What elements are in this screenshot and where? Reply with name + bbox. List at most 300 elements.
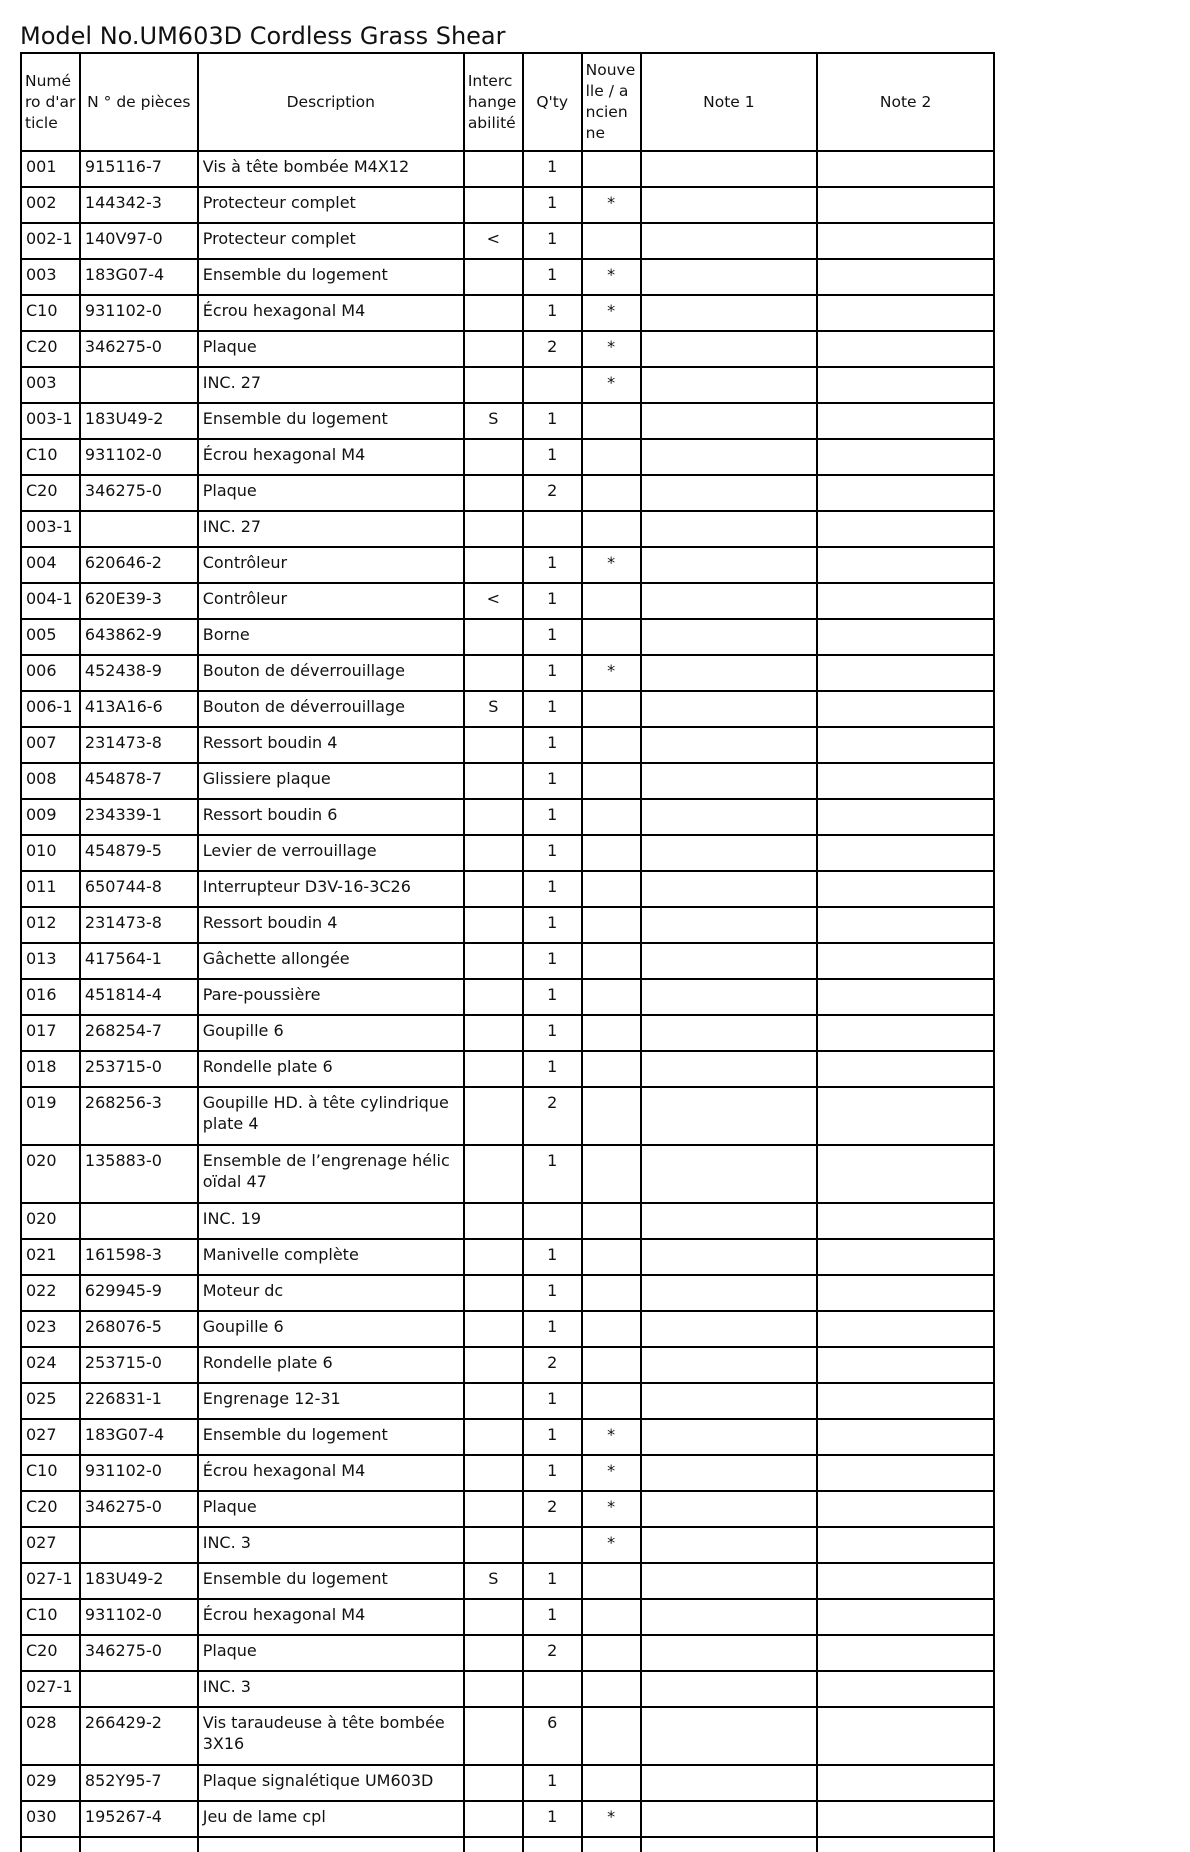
cell-part-no: 931102-0	[80, 295, 198, 331]
cell-description: Ensemble du logement	[198, 259, 464, 295]
cell-note-1	[641, 1347, 818, 1383]
header-new-old: Nouvelle / ancienne	[582, 53, 641, 151]
cell-qty: 1	[523, 583, 582, 619]
cell-part-no: 454879-5	[80, 835, 198, 871]
cell-note-1	[641, 1707, 818, 1765]
cell-part-no: 140V97-0	[80, 223, 198, 259]
cell-item-no: 019	[21, 1087, 80, 1145]
cell-interchangeability	[464, 1419, 523, 1455]
cell-interchangeability	[464, 1491, 523, 1527]
cell-note-1	[641, 187, 818, 223]
cell-qty: 6	[523, 1707, 582, 1765]
cell-note-1	[641, 835, 818, 871]
cell-qty: 1	[523, 1145, 582, 1203]
cell-item-no: 003-1	[21, 403, 80, 439]
cell-note-1	[641, 1239, 818, 1275]
cell-interchangeability	[464, 1239, 523, 1275]
cell-new-old: *	[582, 1491, 641, 1527]
cell-qty: 1	[523, 1051, 582, 1087]
cell-part-no: 620646-2	[80, 547, 198, 583]
cell-interchangeability	[464, 259, 523, 295]
cell-description: Vis taraudeuse à tête bombée 3X16	[198, 1707, 464, 1765]
cell-interchangeability	[464, 295, 523, 331]
cell-note-2	[817, 1491, 994, 1527]
cell-part-no: 234339-1	[80, 799, 198, 835]
cell-part-no: 931102-0	[80, 1455, 198, 1491]
cell-interchangeability: S	[464, 1563, 523, 1599]
cell-note-1	[641, 547, 818, 583]
cell-description: Jeu de lame cpl	[198, 1801, 464, 1837]
cell-part-no: 253715-0	[80, 1347, 198, 1383]
cell-new-old	[582, 511, 641, 547]
cell-new-old: *	[582, 367, 641, 403]
table-row	[21, 583, 994, 619]
cell-item-no: C10	[21, 1455, 80, 1491]
table-row	[21, 403, 994, 439]
cell-note-2	[817, 583, 994, 619]
cell-note-2	[817, 1203, 994, 1239]
cell-interchangeability	[464, 1145, 523, 1203]
cell-new-old	[582, 1203, 641, 1239]
cell-new-old	[582, 907, 641, 943]
cell-new-old	[582, 835, 641, 871]
cell-note-2	[817, 1383, 994, 1419]
header-note-1: Note 1	[641, 53, 818, 151]
cell-qty: 1	[523, 871, 582, 907]
cell-interchangeability	[464, 1801, 523, 1837]
cell-interchangeability: S	[464, 403, 523, 439]
cell-note-2	[817, 187, 994, 223]
cell-item-no: C20	[21, 1635, 80, 1671]
cell-new-old	[582, 1275, 641, 1311]
cell-empty	[817, 1837, 994, 1852]
cell-description: Levier de verrouillage	[198, 835, 464, 871]
cell-qty: 1	[523, 1383, 582, 1419]
cell-item-no: 012	[21, 907, 80, 943]
table-row	[21, 475, 994, 511]
cell-note-2	[817, 1419, 994, 1455]
table-row	[21, 727, 994, 763]
table-row	[21, 1239, 994, 1275]
cell-note-2	[817, 1671, 994, 1707]
cell-qty	[523, 1203, 582, 1239]
cell-qty: 1	[523, 727, 582, 763]
cell-interchangeability	[464, 547, 523, 583]
cell-description: Ensemble de l’engrenage hélicoïdal 47	[198, 1145, 464, 1203]
table-row	[21, 151, 994, 187]
cell-part-no: 417564-1	[80, 943, 198, 979]
cell-part-no: 183G07-4	[80, 1419, 198, 1455]
cell-qty: 1	[523, 1419, 582, 1455]
cell-note-1	[641, 1419, 818, 1455]
cell-description: INC. 3	[198, 1527, 464, 1563]
table-row	[21, 655, 994, 691]
cell-description: Rondelle plate 6	[198, 1051, 464, 1087]
cell-description: Glissiere plaque	[198, 763, 464, 799]
cell-interchangeability	[464, 799, 523, 835]
cell-description: INC. 27	[198, 511, 464, 547]
cell-description: Plaque	[198, 331, 464, 367]
cell-part-no: 915116-7	[80, 151, 198, 187]
table-row	[21, 1347, 994, 1383]
cell-qty: 1	[523, 223, 582, 259]
cell-interchangeability	[464, 943, 523, 979]
cell-note-2	[817, 223, 994, 259]
cell-note-1	[641, 403, 818, 439]
cell-description: Gâchette allongée	[198, 943, 464, 979]
cell-description: Vis à tête bombée M4X12	[198, 151, 464, 187]
cell-description: Plaque	[198, 1635, 464, 1671]
table-row	[21, 1455, 994, 1491]
cell-qty: 1	[523, 1563, 582, 1599]
cell-new-old	[582, 223, 641, 259]
cell-item-no: 028	[21, 1707, 80, 1765]
cell-note-2	[817, 1145, 994, 1203]
cell-new-old: *	[582, 1455, 641, 1491]
cell-new-old	[582, 1015, 641, 1051]
cell-description: Plaque	[198, 1491, 464, 1527]
table-row	[21, 1527, 994, 1563]
cell-part-no: 346275-0	[80, 331, 198, 367]
cell-qty: 1	[523, 763, 582, 799]
table-row	[21, 1145, 994, 1203]
cell-note-2	[817, 979, 994, 1015]
cell-description: Ressort boudin 4	[198, 727, 464, 763]
table-row	[21, 223, 994, 259]
cell-note-2	[817, 259, 994, 295]
cell-new-old	[582, 691, 641, 727]
cell-note-1	[641, 1145, 818, 1203]
cell-part-no: 852Y95-7	[80, 1765, 198, 1801]
cell-note-1	[641, 367, 818, 403]
cell-part-no: 266429-2	[80, 1707, 198, 1765]
cell-description: Ressort boudin 6	[198, 799, 464, 835]
cell-note-1	[641, 1801, 818, 1837]
cell-description: Plaque signalétique UM603D	[198, 1765, 464, 1801]
cell-interchangeability	[464, 1599, 523, 1635]
cell-interchangeability	[464, 511, 523, 547]
cell-part-no: 231473-8	[80, 907, 198, 943]
cell-item-no: 016	[21, 979, 80, 1015]
cell-item-no: 010	[21, 835, 80, 871]
cell-note-1	[641, 1455, 818, 1491]
cell-qty: 1	[523, 259, 582, 295]
table-row	[21, 1311, 994, 1347]
cell-interchangeability	[464, 151, 523, 187]
cell-interchangeability	[464, 1203, 523, 1239]
cell-item-no: 029	[21, 1765, 80, 1801]
cell-description: INC. 3	[198, 1671, 464, 1707]
cell-part-no: 226831-1	[80, 1383, 198, 1419]
cell-part-no: 451814-4	[80, 979, 198, 1015]
cell-note-1	[641, 799, 818, 835]
cell-item-no: 027-1	[21, 1671, 80, 1707]
cell-description: Borne	[198, 619, 464, 655]
cell-note-1	[641, 1527, 818, 1563]
table-row	[21, 1599, 994, 1635]
cell-item-no: 018	[21, 1051, 80, 1087]
cell-note-1	[641, 583, 818, 619]
cell-qty: 1	[523, 295, 582, 331]
cell-item-no: C10	[21, 1599, 80, 1635]
cell-note-1	[641, 1563, 818, 1599]
cell-empty	[641, 1837, 818, 1852]
cell-item-no: 003-1	[21, 511, 80, 547]
cell-item-no: 025	[21, 1383, 80, 1419]
cell-description: Interrupteur D3V-16-3C26	[198, 871, 464, 907]
cell-empty	[464, 1837, 523, 1852]
cell-note-2	[817, 1599, 994, 1635]
cell-item-no: 011	[21, 871, 80, 907]
cell-item-no: 022	[21, 1275, 80, 1311]
table-row	[21, 1383, 994, 1419]
cell-description: Bouton de déverrouillage	[198, 691, 464, 727]
cell-new-old: *	[582, 655, 641, 691]
cell-description: INC. 27	[198, 367, 464, 403]
cell-new-old: *	[582, 259, 641, 295]
cell-note-2	[817, 1527, 994, 1563]
cell-description: Pare-poussière	[198, 979, 464, 1015]
cell-note-1	[641, 655, 818, 691]
cell-new-old	[582, 619, 641, 655]
cell-note-1	[641, 295, 818, 331]
cell-note-1	[641, 1765, 818, 1801]
table-row	[21, 763, 994, 799]
cell-qty: 1	[523, 1311, 582, 1347]
cell-item-no: C20	[21, 1491, 80, 1527]
cell-note-1	[641, 763, 818, 799]
cell-qty: 1	[523, 799, 582, 835]
cell-item-no: 020	[21, 1145, 80, 1203]
table-row	[21, 943, 994, 979]
parts-table	[20, 52, 995, 1852]
cell-note-1	[641, 1671, 818, 1707]
cell-qty: 2	[523, 475, 582, 511]
cell-part-no: 183U49-2	[80, 1563, 198, 1599]
cell-item-no: 004	[21, 547, 80, 583]
cell-description: Manivelle complète	[198, 1239, 464, 1275]
cell-note-1	[641, 619, 818, 655]
cell-item-no: 027	[21, 1419, 80, 1455]
cell-part-no: 931102-0	[80, 439, 198, 475]
cell-part-no: 346275-0	[80, 475, 198, 511]
cell-description: Plaque	[198, 475, 464, 511]
cell-item-no: 013	[21, 943, 80, 979]
cell-note-1	[641, 1051, 818, 1087]
cell-note-1	[641, 439, 818, 475]
cell-interchangeability	[464, 619, 523, 655]
cell-note-2	[817, 295, 994, 331]
cell-new-old	[582, 1087, 641, 1145]
cell-description: Écrou hexagonal M4	[198, 439, 464, 475]
cell-interchangeability	[464, 655, 523, 691]
cell-item-no: 004-1	[21, 583, 80, 619]
cell-note-2	[817, 1707, 994, 1765]
cell-part-no: 161598-3	[80, 1239, 198, 1275]
cell-interchangeability	[464, 1275, 523, 1311]
cell-description: Ensemble du logement	[198, 1563, 464, 1599]
cell-new-old: *	[582, 331, 641, 367]
cell-interchangeability: <	[464, 583, 523, 619]
cell-description: Rondelle plate 6	[198, 1347, 464, 1383]
table-row	[21, 907, 994, 943]
cell-note-1	[641, 1635, 818, 1671]
cell-new-old	[582, 475, 641, 511]
cell-part-no: 183G07-4	[80, 259, 198, 295]
cell-interchangeability: <	[464, 223, 523, 259]
cell-item-no: 003	[21, 259, 80, 295]
table-row	[21, 1087, 994, 1145]
cell-item-no: C20	[21, 331, 80, 367]
cell-interchangeability	[464, 1635, 523, 1671]
cell-interchangeability	[464, 1015, 523, 1051]
cell-part-no: 268256-3	[80, 1087, 198, 1145]
header-item-no: Numéro d'article	[21, 53, 80, 151]
cell-item-no: 006-1	[21, 691, 80, 727]
cell-note-2	[817, 1311, 994, 1347]
table-row	[21, 1765, 994, 1801]
cell-new-old: *	[582, 295, 641, 331]
cell-new-old: *	[582, 1419, 641, 1455]
cell-item-no: C10	[21, 439, 80, 475]
cell-part-no: 195267-4	[80, 1801, 198, 1837]
cell-note-1	[641, 907, 818, 943]
cell-part-no: 454878-7	[80, 763, 198, 799]
cell-note-2	[817, 1087, 994, 1145]
cell-part-no	[80, 1671, 198, 1707]
cell-part-no: 183U49-2	[80, 403, 198, 439]
cell-new-old	[582, 1051, 641, 1087]
cell-new-old	[582, 763, 641, 799]
cell-new-old	[582, 1563, 641, 1599]
cell-item-no: 008	[21, 763, 80, 799]
cell-note-2	[817, 799, 994, 835]
cell-note-1	[641, 943, 818, 979]
table-row	[21, 439, 994, 475]
cell-description: Écrou hexagonal M4	[198, 1455, 464, 1491]
cell-note-1	[641, 475, 818, 511]
table-body	[21, 151, 994, 1852]
cell-note-2	[817, 1801, 994, 1837]
table-row	[21, 619, 994, 655]
cell-note-2	[817, 691, 994, 727]
table-row	[21, 1563, 994, 1599]
cell-part-no	[80, 367, 198, 403]
cell-note-1	[641, 331, 818, 367]
cell-note-2	[817, 1455, 994, 1491]
cell-qty: 1	[523, 403, 582, 439]
cell-qty: 1	[523, 1455, 582, 1491]
cell-empty	[582, 1837, 641, 1852]
cell-item-no: 007	[21, 727, 80, 763]
cell-part-no: 643862-9	[80, 619, 198, 655]
cell-note-2	[817, 547, 994, 583]
cell-note-2	[817, 403, 994, 439]
table-row	[21, 331, 994, 367]
cell-empty	[21, 1837, 80, 1852]
cell-new-old	[582, 1707, 641, 1765]
cell-note-2	[817, 655, 994, 691]
cell-note-1	[641, 979, 818, 1015]
cell-note-2	[817, 511, 994, 547]
page-title: Model No.UM603D Cordless Grass Shear	[20, 22, 506, 50]
cell-description: Goupille 6	[198, 1311, 464, 1347]
cell-new-old: *	[582, 1801, 641, 1837]
table-row	[21, 799, 994, 835]
cell-qty: 1	[523, 835, 582, 871]
table-row	[21, 1275, 994, 1311]
cell-item-no: 021	[21, 1239, 80, 1275]
cell-new-old	[582, 1383, 641, 1419]
cell-interchangeability	[464, 439, 523, 475]
cell-item-no: 002	[21, 187, 80, 223]
cell-note-2	[817, 1015, 994, 1051]
cell-interchangeability	[464, 1671, 523, 1707]
cell-qty: 2	[523, 1087, 582, 1145]
cell-new-old	[582, 439, 641, 475]
header-description: Description	[198, 53, 464, 151]
cell-description: Engrenage 12-31	[198, 1383, 464, 1419]
cell-description: Ensemble du logement	[198, 403, 464, 439]
cell-note-2	[817, 1635, 994, 1671]
cell-note-2	[817, 1275, 994, 1311]
header-part-no: N ° de pièces	[80, 53, 198, 151]
cell-description: Écrou hexagonal M4	[198, 295, 464, 331]
cell-part-no: 231473-8	[80, 727, 198, 763]
cell-part-no: 144342-3	[80, 187, 198, 223]
cell-interchangeability	[464, 1383, 523, 1419]
cell-interchangeability	[464, 727, 523, 763]
cell-qty: 1	[523, 619, 582, 655]
cell-part-no	[80, 1527, 198, 1563]
cell-interchangeability	[464, 763, 523, 799]
cell-note-1	[641, 1491, 818, 1527]
cell-note-1	[641, 1015, 818, 1051]
cell-interchangeability	[464, 1455, 523, 1491]
table-row	[21, 1015, 994, 1051]
cell-note-1	[641, 1383, 818, 1419]
table-row	[21, 187, 994, 223]
cell-qty: 1	[523, 691, 582, 727]
cell-new-old: *	[582, 547, 641, 583]
cell-qty	[523, 367, 582, 403]
cell-qty: 1	[523, 1801, 582, 1837]
cell-qty: 1	[523, 1239, 582, 1275]
cell-interchangeability	[464, 187, 523, 223]
cell-qty: 1	[523, 907, 582, 943]
cell-qty: 2	[523, 331, 582, 367]
cell-note-2	[817, 367, 994, 403]
cell-new-old	[582, 1347, 641, 1383]
table-row	[21, 1635, 994, 1671]
cell-note-2	[817, 331, 994, 367]
cell-item-no: 001	[21, 151, 80, 187]
cell-description: Moteur dc	[198, 1275, 464, 1311]
cell-note-2	[817, 1239, 994, 1275]
cell-part-no: 931102-0	[80, 1599, 198, 1635]
cell-note-2	[817, 1347, 994, 1383]
cell-part-no	[80, 1203, 198, 1239]
cell-qty: 1	[523, 979, 582, 1015]
table-row	[21, 367, 994, 403]
cell-note-1	[641, 223, 818, 259]
cell-item-no: C20	[21, 475, 80, 511]
cell-item-no: 030	[21, 1801, 80, 1837]
cell-new-old	[582, 979, 641, 1015]
table-row	[21, 259, 994, 295]
cell-item-no: 024	[21, 1347, 80, 1383]
header-interchangeability: Interchangeabilité	[464, 53, 523, 151]
